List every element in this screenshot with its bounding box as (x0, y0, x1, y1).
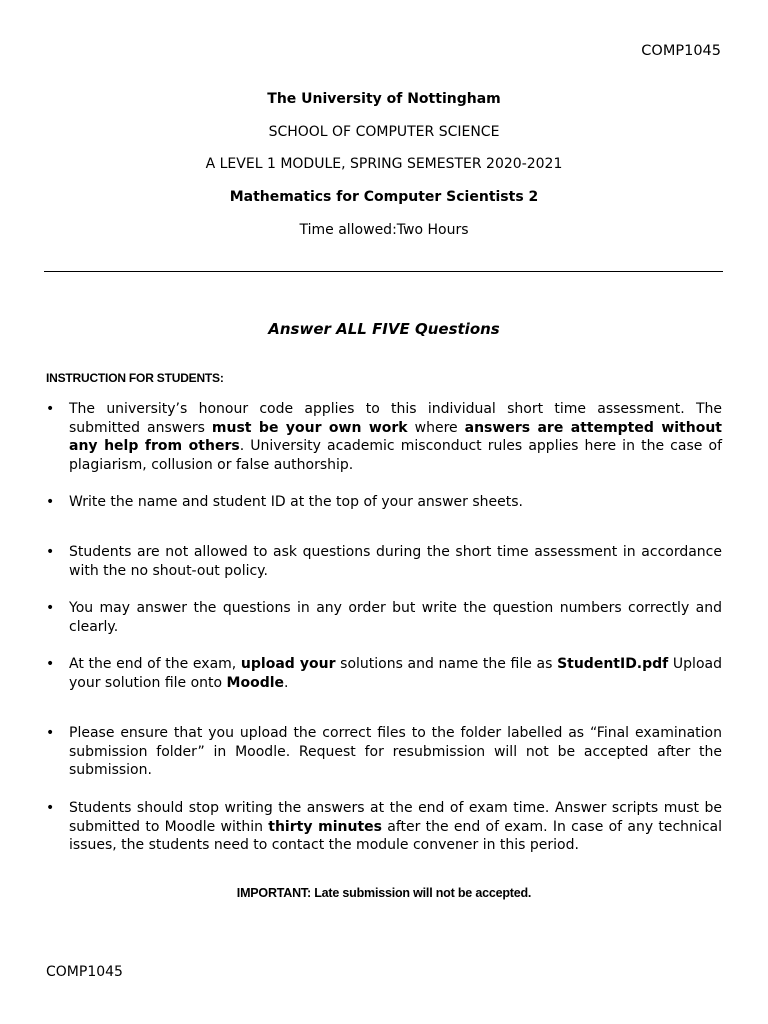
instruction-item-any-order: • You may answer the questions in any order but write the question numbers correctly and clearly. (46, 600, 722, 635)
university-name: The University of Nottingham (267, 91, 501, 107)
instruction-item-upload: • At the end of the exam, upload your solutions and name the file as StudentID.pdf Upload your solution file onto Moodle. (46, 656, 722, 691)
bullet-icon: • (46, 600, 55, 616)
instruction-item-correct-folder: • Please ensure that you upload the correct files to the folder labelled as “Final examination submission folder” in Moodle. Request for resubmission will not be accepted after the submission. (46, 725, 722, 779)
important-notice: IMPORTANT: Late submission will not be accepted. (236, 886, 532, 900)
bullet-icon: • (46, 494, 55, 510)
time-allowed: Time allowed:Two Hours (299, 222, 469, 238)
header-module-code: COMP1045 (641, 43, 721, 59)
footer-module-code: COMP1045 (46, 964, 123, 980)
bullet-icon: • (46, 800, 55, 816)
module-level: A LEVEL 1 MODULE, SPRING SEMESTER 2020-2021 (205, 156, 563, 172)
bullet-icon: • (46, 725, 55, 741)
instruction-item-name-id: • Write the name and student ID at the top of your answer sheets. (46, 494, 523, 510)
bullet-icon: • (46, 401, 55, 417)
instructions-heading: INSTRUCTION FOR STUDENTS: (46, 371, 224, 385)
bullet-icon: • (46, 656, 55, 672)
horizontal-divider (44, 271, 723, 272)
school-name: SCHOOL OF COMPUTER SCIENCE (268, 124, 500, 140)
instruction-item-honour-code: • The university’s honour code applies to this individual short time assessment. The submitted answers must be your own work where answers are attempted without any help from others. University academic misconduct rules applies here in the case of plagiarism, collusion or false authorship. (46, 401, 722, 474)
module-name: Mathematics for Computer Scientists 2 (229, 189, 539, 205)
instruction-item-stop-writing: • Students should stop writing the answers at the end of exam time. Answer scripts must be submitted to Moodle within thirty minutes after the end of exam. In case of any technical issues, the students need to contact the module convener in this period. (46, 800, 722, 854)
instruction-item-no-questions: • Students are not allowed to ask questions during the short time assessment in accordance with the no shout-out policy. (46, 544, 722, 579)
bullet-icon: • (46, 544, 55, 560)
answer-instruction: Answer ALL FIVE Questions (268, 320, 500, 338)
